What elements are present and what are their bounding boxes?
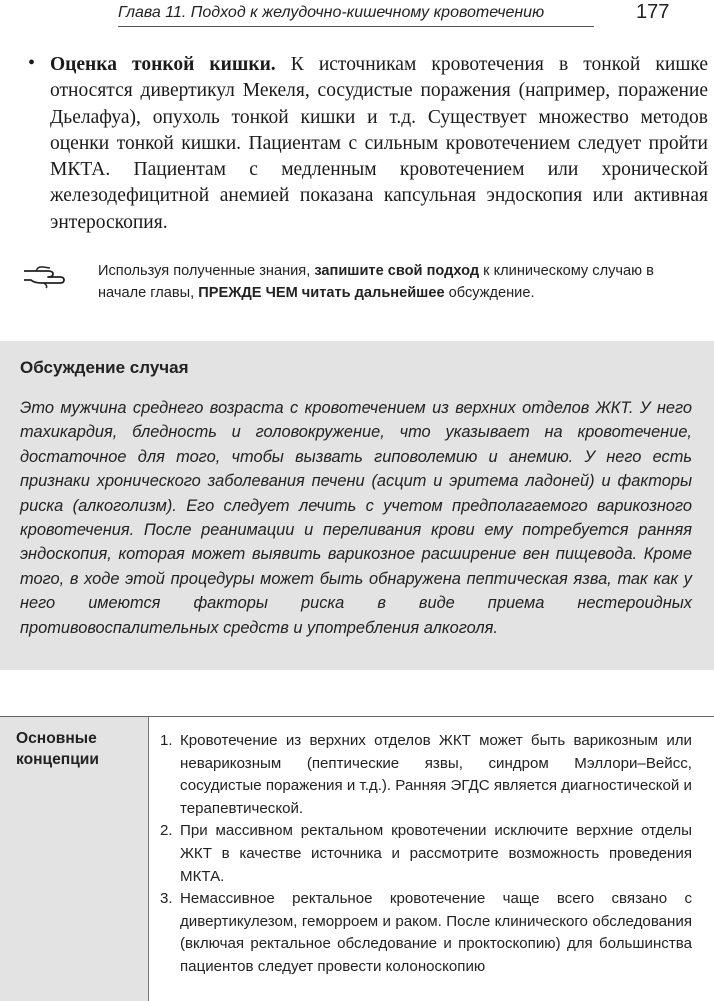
concepts-list (160, 730, 692, 979)
bullet-dot-icon: • (28, 52, 36, 74)
key-concepts-table (0, 716, 714, 1001)
concept-item (160, 730, 692, 820)
bullet-text (36, 52, 708, 236)
concept-text: Кровотечение из верхних отделов ЖКТ может быть варикозным или неварикозным (пептические язвы, синдром Мэллори–Вейсс, сосудистые поражения и т.д.). Ранняя ЭГДС является диагностической и терапевтической. (180, 732, 692, 817)
pointing-hand-icon (22, 262, 70, 290)
concept-number: 2. (160, 822, 173, 840)
concept-item (160, 888, 692, 978)
chapter-title: Глава 11. Подход к желудочно-кишечному кровотечению (118, 4, 545, 21)
concepts-label: Основные концепции (16, 730, 99, 768)
note-text-1: Используя полученные знания, (98, 263, 315, 279)
page-number: 177 (636, 1, 670, 23)
instruction-note (98, 260, 688, 304)
case-text: Это мужчина среднего возраста с кровотечением из верхних отделов ЖКТ. У него тахикардия, бледность и головокружение, что указывает на кровотечение, достаточное для того, чтобы вызвать гиповолемию и анемию. У него есть признаки хронического заболевания печени (асцит и эритема ладоней) и факторы риска (алкоголизм). Его следует лечить с учетом предполагаемого варикозного кровотечения. После реанимации и переливания крови ему потребуется ранняя эндоскопия, которая может выявить варикозное расширение вен пищевода. Кроме того, в ходе этой процедуры может быть обнаружена пептическая язва, так как у него имеются факторы риска в виде приема нестероидных противовоспалительных средств и употребления алкоголя. (20, 399, 692, 637)
concept-number: 1. (160, 732, 173, 749)
concept-text: Немассивное ректальное кровотечение чаще всего связано с дивертикулезом, геморроем и раком. После клинического обследования (включая ректальное обследование и проктоскопию) для большинства пациентов следует провести колоноскопию (180, 890, 692, 975)
note-bold-1: запишите свой подход (314, 263, 480, 279)
case-discussion-box (0, 341, 714, 670)
note-text-2: к клиническому случаю в начале главы, (98, 263, 654, 301)
bullet-body: К источникам кровотечения в тонкой кишке относятся дивертикул Мекеля, сосудистые поражения (например, поражение Дьелафуа), опухоль тонкой кишки и т.д. Существует множество методов оценки тонкой кишки. Пациентам с сильным кровотечением следует пройти МКТА. Пациентам с медленным кровотечением или хронической железодефицитной анемией показана капсульная эндоскопия или активная энтероскопия. (50, 54, 708, 233)
running-header (0, 0, 714, 30)
note-text-3: обсуждение. (444, 285, 535, 301)
concepts-label-cell (0, 717, 149, 1001)
concept-item (160, 820, 692, 888)
concept-text: При массивном ректальном кровотечении исключите верхние отделы ЖКТ в качестве источника и рассмотрите возможность проведения МКТА. (180, 822, 692, 885)
case-heading: Обсуждение случая (20, 358, 189, 377)
bullet-lead: Оценка тонкой кишки. (50, 54, 276, 75)
header-divider (118, 26, 594, 27)
bullet-paragraph (28, 52, 708, 236)
note-bold-2: ПРЕЖДЕ ЧЕМ читать дальнейшее (198, 285, 445, 301)
concept-number: 3. (160, 890, 173, 908)
